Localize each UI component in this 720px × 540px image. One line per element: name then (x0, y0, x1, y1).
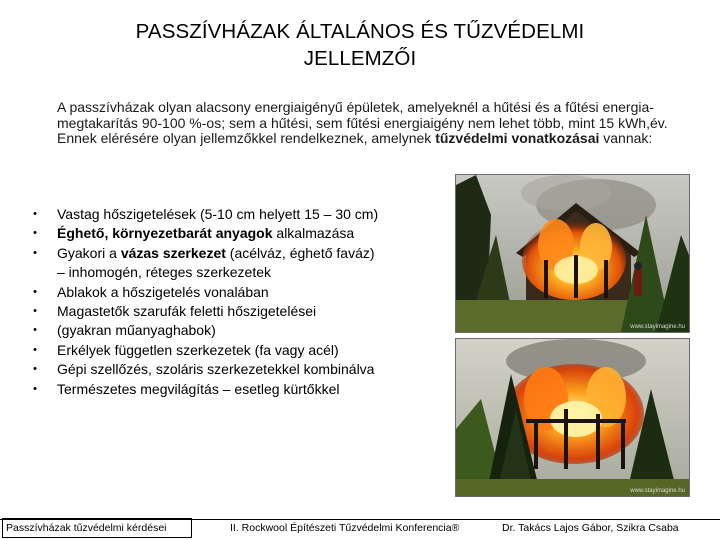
bullet-item (30, 205, 460, 224)
bullet-item (30, 263, 460, 282)
bullet-text: Magastetők szarufák feletti hőszigetelései (57, 303, 317, 320)
bullet-text-end: (acélváz, éghető faváz) (225, 244, 375, 261)
bullet-item (30, 283, 460, 302)
bullet-item (30, 360, 460, 379)
burning-house-illustration-bottom (456, 339, 689, 496)
footer-left-text: Passzívházak tűzvédelmi kérdései (6, 522, 167, 534)
burning-house-illustration-top (456, 175, 689, 332)
bullet-marker: • (33, 363, 37, 376)
bullet-marker: • (33, 246, 37, 259)
bullet-item (30, 380, 460, 399)
bullet-text: Természetes megvilágítás – esetleg kürtőkkel (57, 380, 340, 397)
slide-title (40, 18, 680, 72)
bullet-marker: • (33, 305, 37, 318)
bullet-text-end: alkalmazása (272, 225, 355, 242)
bullet-marker: • (33, 285, 37, 298)
bullet-marker: • (33, 227, 37, 240)
footer-right-text: Dr. Takács Lajos Gábor, Szikra Csaba (502, 522, 679, 534)
slide-title-line2: JELLEMZŐI (303, 47, 417, 70)
burning-house-photo-top (455, 174, 690, 333)
intro-text: A passzívházak olyan alacsony energiaigényű épületek, amelyeknél a hűtési és a fűtési energia-megtakarítás 90-100 %-os; sem a hűtési, sem fűtési energiaigény nem lehet több, mint 15 kWh,év. Ennek elérésére olyan jellemzőkkel rendelkeznek, amelynek (57, 99, 668, 146)
bullet-item (30, 224, 460, 243)
bullet-text: – inhomogén, réteges szerkezetek (57, 264, 272, 281)
bullet-text: Gépi szellőzés, szoláris szerkezetekkel kombinálva (57, 361, 375, 378)
footer-center-text: II. Rockwool Építészeti Tűzvédelmi Konferencia® (230, 522, 460, 534)
bullet-item (30, 302, 460, 321)
photo-credit-bottom: www.stayimagine.hu (630, 488, 685, 494)
bullet-item (30, 341, 460, 360)
bullet-bold-text: Éghető, környezetbarát anyagok (57, 225, 273, 242)
bullet-text: (gyakran műanyaghabok) (57, 322, 216, 339)
bullet-text: Ablakok a hőszigetelés vonalában (57, 283, 269, 300)
bullet-marker: • (33, 324, 37, 337)
intro-bold-text: tűzvédelmi vonatkozásai (435, 130, 600, 146)
burning-house-photo-bottom (455, 338, 690, 497)
bullet-item (30, 244, 460, 263)
bullet-text: Gyakori a (57, 244, 121, 261)
intro-text-end: vannak: (599, 130, 653, 146)
bullet-text: Vastag hőszigetelések (5-10 cm helyett 15 – 30 cm) (57, 206, 379, 222)
feature-bullet-list (30, 205, 460, 399)
bullet-bold-text: vázas szerkezet (120, 244, 226, 261)
photo-credit-top: www.stayimagine.hu (630, 324, 685, 330)
bullet-item (30, 321, 460, 340)
bullet-marker: • (33, 382, 37, 395)
bullet-marker: • (33, 208, 37, 220)
intro-paragraph (57, 100, 707, 147)
slide-title-line1: PASSZÍVHÁZAK ÁLTALÁNOS ÉS TŰZVÉDELMI (135, 20, 585, 43)
bullet-marker: • (33, 343, 37, 356)
bullet-text: Erkélyek független szerkezetek (fa vagy acél) (57, 341, 339, 358)
